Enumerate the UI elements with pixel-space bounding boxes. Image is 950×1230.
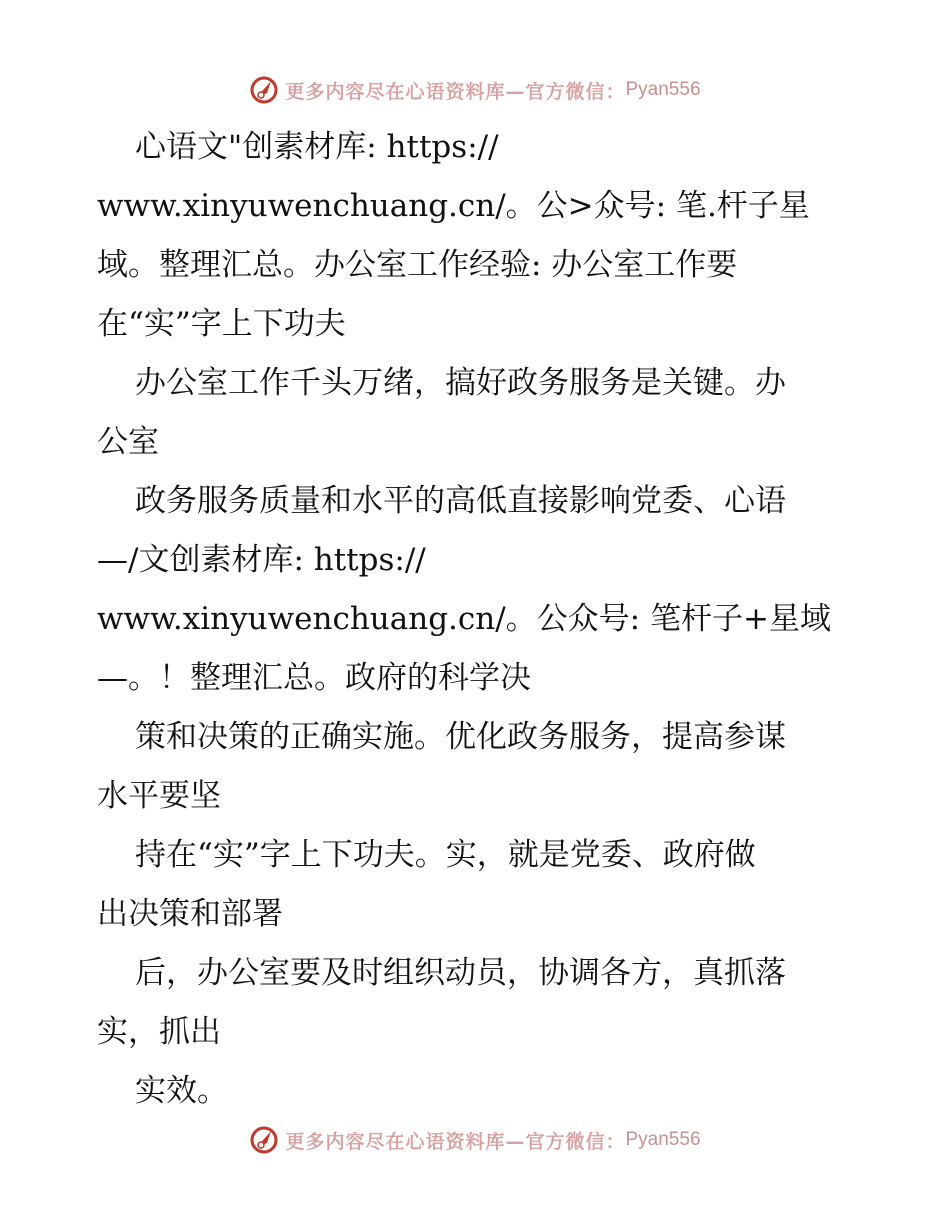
red-feather-logo-icon [249, 75, 279, 105]
banner-wechat-id: Pyan556 [625, 79, 701, 100]
text-line: 水平要坚 [97, 778, 221, 814]
text-line: 出决策和部署 [97, 896, 283, 932]
text-line: —。！整理汇总。政府的科学决 [97, 660, 531, 696]
text-line: 后，办公室要及时组织动员，协调各方，真抓落 [135, 955, 786, 991]
document-body [97, 118, 877, 1121]
red-feather-logo-icon [249, 1125, 279, 1155]
text-line: www.xinyuwenchuang.cn/。公众号: 笔杆子+星域 [97, 601, 831, 637]
text-line: 政务服务质量和水平的高低直接影响党委、心语 [135, 483, 786, 519]
footer-banner [0, 1120, 950, 1160]
text-line: 公室 [97, 424, 159, 460]
text-line: 心语文"创素材库: https:// [135, 129, 499, 165]
banner-text: 更多内容尽在心语资料库—官方微信： [285, 80, 626, 103]
text-line: www.xinyuwenchuang.cn/。公>众号: 笔.杆子星 [97, 188, 810, 224]
text-line: 办公室工作千头万绪，搞好政务服务是关键。办 [135, 365, 786, 401]
text-line: 在“实”字上下功夫 [97, 306, 346, 342]
banner-wechat-id: Pyan556 [625, 1129, 701, 1150]
text-line: 策和决策的正确实施。优化政务服务，提高参谋 [135, 719, 786, 755]
text-line: 实效。 [135, 1073, 228, 1109]
text-line: 持在“实”字上下功夫。实，就是党委、政府做 [135, 837, 756, 873]
text-line: 实，抓出 [97, 1014, 221, 1050]
header-banner [0, 70, 950, 110]
banner-text: 更多内容尽在心语资料库—官方微信： [285, 1130, 626, 1153]
text-line: 域。整理汇总。办公室工作经验: 办公室工作要 [97, 247, 738, 283]
text-line: —/文创素材库: https:// [97, 542, 426, 578]
